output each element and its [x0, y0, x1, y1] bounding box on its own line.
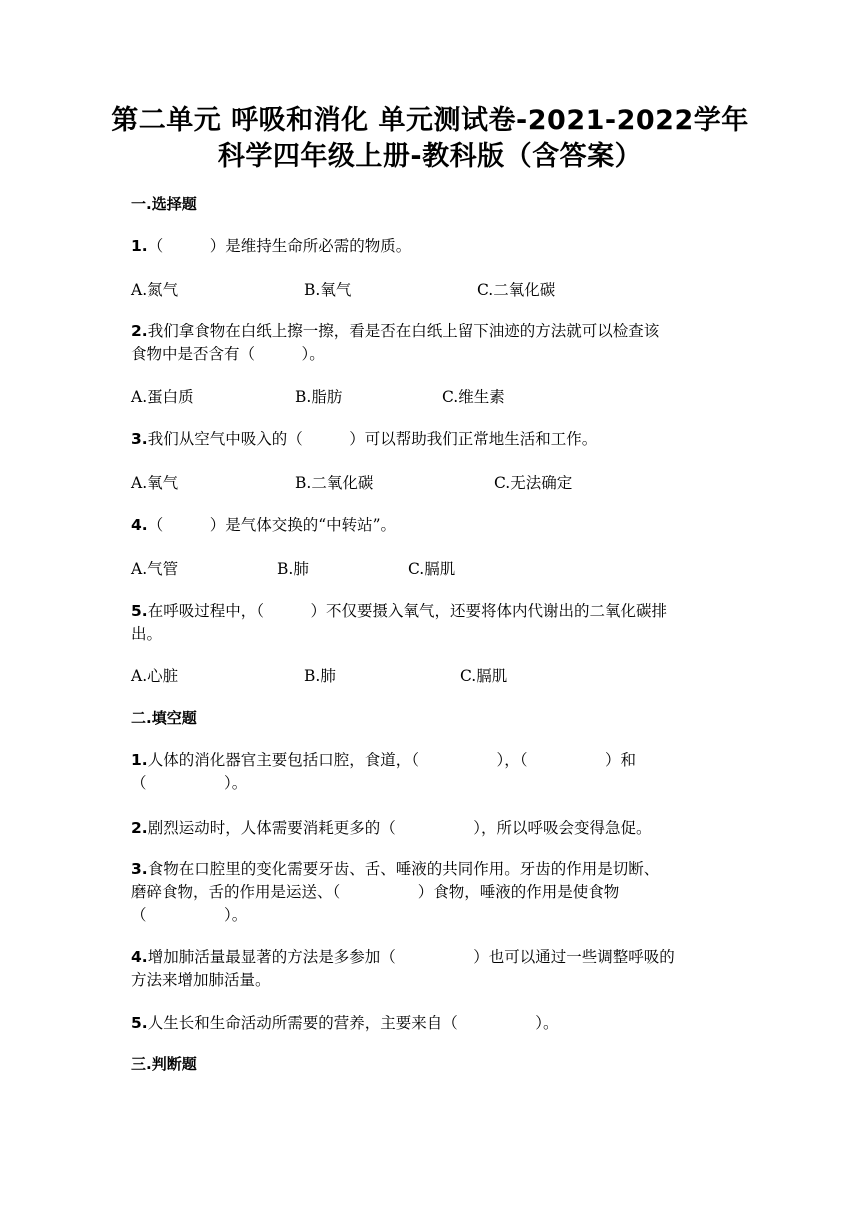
question-number: 4.	[131, 516, 148, 534]
choice-option-1a: A.氮气	[131, 281, 179, 299]
question-number: 1.	[131, 237, 148, 255]
fill-question-2	[131, 815, 731, 841]
question-text: （ ）是维持生命所必需的物质。	[147, 237, 412, 255]
document-title-line-2: 科学四年级上册-教科版（含答案）	[217, 141, 643, 172]
question-number: 4.	[131, 948, 148, 966]
document-title-line-1: 第二单元 呼吸和消化 单元测试卷-2021-2022学年	[111, 105, 749, 136]
choice-option-4c: C.膈肌	[408, 560, 456, 578]
choice-question-2-line-2: 食物中是否含有（ ）。	[131, 345, 325, 363]
question-text: 我们从空气中吸入的（ ）可以帮助我们正常地生活和工作。	[147, 430, 598, 448]
choice-option-2c: C.维生素	[442, 388, 505, 406]
question-text-line-1: 增加肺活量最显著的方法是多参加（ ）也可以通过一些调整呼吸的	[147, 948, 675, 966]
fill-question-5	[131, 1010, 731, 1036]
fill-question-1-line-2: （ ）。	[131, 774, 248, 792]
question-number: 5.	[131, 1014, 148, 1032]
question-number: 5.	[131, 602, 148, 620]
question-text: 剧烈运动时，人体需要消耗更多的（ ），所以呼吸会变得急促。	[147, 819, 652, 837]
question-text: 人生长和生命活动所需要的营养，主要来自（ ）。	[147, 1014, 559, 1032]
choice-option-5a: A.心脏	[131, 667, 179, 685]
choice-question-4	[131, 512, 731, 538]
choice-option-5b: B.肺	[304, 667, 336, 685]
choice-option-3c: C.无法确定	[494, 474, 573, 492]
fill-question-4-line-2: 方法来增加肺活量。	[131, 971, 271, 989]
question-text-line-1: 在呼吸过程中，（ ）不仅要摄入氧气，还要将体内代谢出的二氧化碳排	[147, 602, 667, 620]
choice-option-1c: C.二氧化碳	[477, 281, 556, 299]
fill-question-3-line-2: 磨碎食物，舌的作用是运送、（ ）食物，唾液的作用是使食物	[131, 883, 620, 901]
choice-option-2b: B.脂肪	[295, 388, 343, 406]
choice-option-2a: A.蛋白质	[131, 388, 194, 406]
section-heading-judge: 三.判断题	[131, 1055, 197, 1073]
question-text-line-1: 我们拿食物在白纸上擦一擦，看是否在白纸上留下油迹的方法就可以检查该	[147, 322, 660, 340]
choice-option-4a: A.气管	[131, 560, 179, 578]
section-heading-choice: 一.选择题	[131, 195, 197, 213]
choice-question-5-line-2: 出。	[131, 625, 163, 643]
choice-option-3b: B.二氧化碳	[295, 474, 374, 492]
question-text-line-1: 人体的消化器官主要包括口腔，食道，（ ），（ ）和	[147, 751, 636, 769]
choice-option-1b: B.氧气	[304, 281, 352, 299]
question-number: 3.	[131, 860, 148, 878]
choice-option-5c: C.膈肌	[460, 667, 508, 685]
question-number: 3.	[131, 430, 148, 448]
question-text: （ ）是气体交换的“中转站”。	[147, 516, 397, 534]
choice-question-1	[131, 233, 731, 259]
question-number: 1.	[131, 751, 148, 769]
question-number: 2.	[131, 819, 148, 837]
question-number: 2.	[131, 322, 148, 340]
section-heading-fill: 二.填空题	[131, 709, 197, 727]
choice-option-4b: B.肺	[277, 560, 309, 578]
question-text-line-1: 食物在口腔里的变化需要牙齿、舌、唾液的共同作用。牙齿的作用是切断、	[147, 860, 660, 878]
fill-question-3-line-3: （ ）。	[131, 906, 248, 924]
choice-question-3	[131, 426, 731, 452]
choice-option-3a: A.氧气	[131, 474, 179, 492]
